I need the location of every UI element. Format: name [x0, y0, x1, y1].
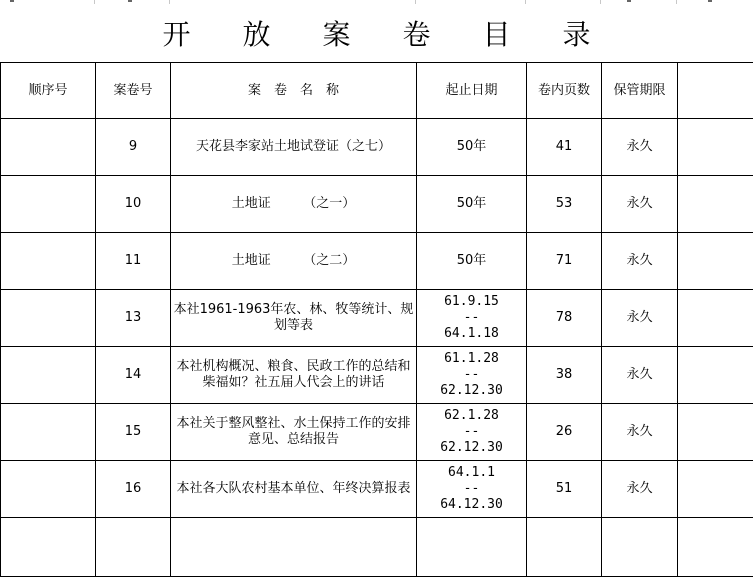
- header-retention[interactable]: 保管期限: [602, 63, 678, 119]
- cell-retention[interactable]: 永久: [602, 347, 678, 404]
- header-extra[interactable]: [678, 63, 753, 119]
- cell-seq[interactable]: [1, 404, 96, 461]
- header-seq[interactable]: 顺序号: [1, 63, 96, 119]
- cell-dates[interactable]: [417, 347, 527, 404]
- date-line: 62.1.28: [444, 408, 499, 423]
- title-char: 放: [242, 18, 271, 51]
- date-line: 61.9.15: [444, 294, 499, 309]
- cell-retention[interactable]: 永久: [602, 176, 678, 233]
- cell-extra[interactable]: [678, 290, 753, 347]
- cell-file-name[interactable]: [171, 290, 417, 347]
- date-line: 62.12.30: [440, 383, 503, 398]
- title-char: 开: [162, 18, 191, 51]
- title-char: 目: [482, 18, 511, 51]
- table-row: [1, 461, 753, 518]
- cell-extra[interactable]: [678, 119, 753, 176]
- date-line: 64.1.1: [448, 465, 495, 480]
- cell-retention[interactable]: 永久: [602, 233, 678, 290]
- cell-file-no[interactable]: [96, 518, 171, 577]
- cell-dates[interactable]: [417, 233, 527, 290]
- cell-pages[interactable]: 51: [527, 461, 602, 518]
- cell-file-no[interactable]: 10: [96, 176, 171, 233]
- date-line: 64.12.30: [440, 497, 503, 512]
- cell-file-name[interactable]: [171, 176, 417, 233]
- cell-retention[interactable]: [602, 518, 678, 577]
- table-row: [1, 290, 753, 347]
- cell-retention[interactable]: 永久: [602, 404, 678, 461]
- cell-pages[interactable]: 78: [527, 290, 602, 347]
- cell-file-no[interactable]: 9: [96, 119, 171, 176]
- cell-file-no[interactable]: 11: [96, 233, 171, 290]
- title-char: 案: [322, 18, 351, 51]
- catalog-table: [0, 62, 753, 577]
- cell-retention[interactable]: 永久: [602, 290, 678, 347]
- cell-extra[interactable]: [678, 233, 753, 290]
- cell-extra[interactable]: [678, 518, 753, 577]
- date-line: --: [463, 481, 480, 496]
- file-name-text: 土地证 （之一）: [231, 196, 356, 211]
- cut-off-glyph: [708, 0, 712, 2]
- cell-pages[interactable]: 41: [527, 119, 602, 176]
- cell-dates[interactable]: [417, 518, 527, 577]
- file-name-text: 本社各大队农村基本单位、年终决算报表: [176, 481, 411, 496]
- cell-file-no[interactable]: 13: [96, 290, 171, 347]
- cell-seq[interactable]: [1, 233, 96, 290]
- file-name-text: 本社关于整风整社、水土保持工作的安排意见、总结报告: [176, 416, 411, 447]
- cell-extra[interactable]: [678, 347, 753, 404]
- cell-file-name[interactable]: [171, 404, 417, 461]
- cell-file-name[interactable]: [171, 347, 417, 404]
- file-name-text: 天花县李家站土地试登证（之七）: [195, 139, 391, 154]
- date-line: 50年: [456, 253, 487, 268]
- title-char: 录: [562, 18, 591, 51]
- table-row: [1, 347, 753, 404]
- cell-dates[interactable]: [417, 461, 527, 518]
- cell-retention[interactable]: 永久: [602, 119, 678, 176]
- cell-file-no[interactable]: 14: [96, 347, 171, 404]
- cell-pages[interactable]: 71: [527, 233, 602, 290]
- cell-extra[interactable]: [678, 176, 753, 233]
- date-line: 50年: [456, 139, 487, 154]
- file-name-text: 本社1961-1963年农、林、牧等统计、规划等表: [173, 302, 414, 333]
- date-line: 50年: [456, 196, 487, 211]
- file-name-text: 本社机构概况、粮食、民政工作的总结和柴福如？社五届人代会上的讲话: [176, 359, 411, 390]
- date-line: 64.1.18: [444, 326, 499, 341]
- cut-off-glyph: [627, 0, 631, 2]
- cell-pages[interactable]: 38: [527, 347, 602, 404]
- cell-dates[interactable]: [417, 404, 527, 461]
- cell-retention[interactable]: 永久: [602, 461, 678, 518]
- cut-off-glyph: [10, 0, 14, 2]
- header-row: [1, 63, 753, 119]
- file-name-text: 土地证 （之二）: [231, 253, 356, 268]
- cell-pages[interactable]: [527, 518, 602, 577]
- date-line: --: [463, 424, 480, 439]
- cell-seq[interactable]: [1, 347, 96, 404]
- cell-seq[interactable]: [1, 119, 96, 176]
- date-line: --: [463, 310, 480, 325]
- cell-seq[interactable]: [1, 518, 96, 577]
- date-line: --: [463, 367, 480, 382]
- cell-file-name[interactable]: [171, 233, 417, 290]
- header-pages[interactable]: 卷内页数: [527, 63, 602, 119]
- cell-extra[interactable]: [678, 461, 753, 518]
- table-row: [1, 233, 753, 290]
- cell-extra[interactable]: [678, 404, 753, 461]
- cell-seq[interactable]: [1, 290, 96, 347]
- cell-pages[interactable]: 53: [527, 176, 602, 233]
- date-line: 61.1.28: [444, 351, 499, 366]
- table-row: [1, 119, 753, 176]
- table-row: [1, 404, 753, 461]
- cell-file-name[interactable]: [171, 461, 417, 518]
- cell-file-name[interactable]: [171, 518, 417, 577]
- cell-pages[interactable]: 26: [527, 404, 602, 461]
- table-row: [1, 518, 753, 577]
- cell-file-no[interactable]: 15: [96, 404, 171, 461]
- cell-seq[interactable]: [1, 461, 96, 518]
- table-row: [1, 176, 753, 233]
- cell-seq[interactable]: [1, 176, 96, 233]
- cell-dates[interactable]: [417, 290, 527, 347]
- header-file-name[interactable]: 案 卷 名 称: [171, 63, 417, 119]
- cell-file-name[interactable]: [171, 119, 417, 176]
- page-title: [0, 4, 753, 63]
- title-char: 卷: [402, 18, 431, 51]
- date-line: 62.12.30: [440, 440, 503, 455]
- header-file-no[interactable]: 案卷号: [96, 63, 171, 119]
- cell-dates[interactable]: [417, 176, 527, 233]
- cell-file-no[interactable]: 16: [96, 461, 171, 518]
- header-dates[interactable]: 起止日期: [417, 63, 527, 119]
- cut-off-glyph: [128, 0, 132, 2]
- cell-dates[interactable]: [417, 119, 527, 176]
